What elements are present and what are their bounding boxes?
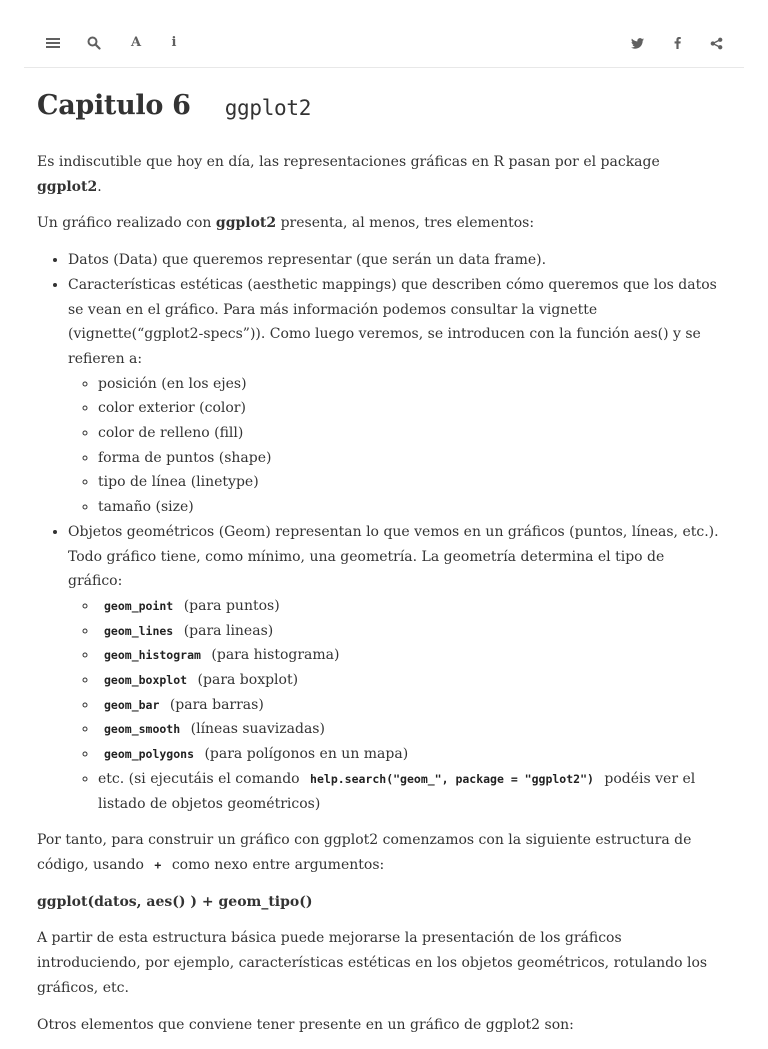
info-button[interactable]: [165, 34, 183, 52]
geoms-sublist: [68, 594, 721, 816]
list-item: [68, 520, 721, 816]
geom-code: geom_histogram: [104, 648, 201, 663]
elements-list: [37, 248, 721, 816]
sublist-item: [98, 742, 721, 767]
menu-icon: [46, 37, 60, 49]
page-title-code: ggplot2: [224, 96, 312, 120]
sublist-item: ◦ posición (en los ejes): [98, 372, 721, 397]
structure-pre: Por tanto, para construir un gráfico con ggplot2 comenzamos con la siguiente estructura de código, usando: [37, 832, 692, 873]
elements-paragraph: [37, 211, 721, 236]
geom-desc: (para puntos): [183, 597, 280, 614]
toolbar: [24, 20, 744, 68]
page-title-text: Capitulo 6: [37, 90, 191, 121]
sublist-item: ◦ color exterior (color): [98, 396, 721, 421]
plus-code: +: [154, 857, 162, 872]
geom-code: geom_bar: [104, 697, 160, 712]
font-settings-button[interactable]: [127, 34, 145, 52]
list-item: [68, 273, 721, 520]
search-icon: [87, 36, 101, 50]
sublist-item: ◦ tamaño (size): [98, 495, 721, 520]
list-item-text: Objetos geométricos (Geom) representan lo que vemos en un gráficos (puntos, líneas, etc.). Todo gráfico tiene, como mínimo, una geometría. La geometría determina el tipo de gráfico:: [68, 523, 719, 590]
sublist-item: ◦ color de relleno (fill): [98, 421, 721, 446]
sublist-item: [98, 619, 721, 644]
geom-code: geom_point: [104, 598, 174, 613]
intro-end: .: [97, 178, 102, 195]
twitter-button[interactable]: [628, 34, 646, 52]
page-content: [37, 80, 721, 1049]
intro-bold: ggplot2: [37, 178, 98, 195]
search-button[interactable]: [85, 34, 103, 52]
structure-paragraph: [37, 828, 721, 877]
elements-pre: Un gráfico realizado con: [37, 215, 216, 232]
twitter-icon: [631, 38, 644, 49]
sublist-item: [98, 717, 721, 742]
intro-text: Es indiscutible que hoy en día, las representaciones gráficas en R pasan por el package: [37, 154, 660, 170]
sublist-item: ◦ forma de puntos (shape): [98, 446, 721, 471]
geom-code: geom_lines: [104, 623, 174, 638]
facebook-button[interactable]: [668, 34, 686, 52]
sublist-item: [98, 668, 721, 693]
structure-post: como nexo entre argumentos:: [171, 856, 385, 873]
geom-desc: (para lineas): [183, 622, 274, 639]
geom-desc: (para boxplot): [197, 672, 299, 689]
facebook-icon: [674, 37, 681, 49]
sublist-item: [98, 594, 721, 619]
formula-line: ggplot(datos, aes() ) + geom_tipo(): [37, 893, 313, 910]
geom-desc: (para histograma): [211, 647, 340, 664]
info-icon: i: [171, 35, 177, 50]
help-search-code: help.search("geom_", package = "ggplot2"): [310, 771, 594, 786]
menu-button[interactable]: [44, 34, 62, 52]
sublist-item: ◦ tipo de línea (linetype): [98, 470, 721, 495]
geom-code: geom_boxplot: [104, 673, 188, 688]
geom-last-pre: etc. (si ejecutáis el comando: [98, 770, 300, 787]
page-title: [37, 80, 721, 140]
elements-post: presenta, al menos, tres elementos:: [276, 215, 535, 232]
geom-last-post: podéis ver el listado de objetos geométricos): [98, 770, 696, 812]
improve-paragraph: A partir de esta estructura básica puede mejorarse la presentación de los gráficos introduciendo, por ejemplo, características estéticas en los objetos geométricos, rotulando los gráficos, etc.: [37, 930, 708, 996]
share-button[interactable]: [707, 34, 725, 52]
geom-desc: (para polígonos en un mapa): [204, 746, 409, 763]
sublist-item: [98, 643, 721, 668]
list-item-text: Características estéticas (aesthetic mappings) que describen cómo queremos que los datos se vean en el gráfico. Para más información podemos consultar la vignette (vignette(“ggplot2-specs”)). Como luego veremos, se introducen con la función aes() y se refieren a:: [68, 276, 717, 367]
geom-code: geom_polygons: [104, 747, 195, 762]
list-item: • Datos (Data) que queremos representar (que serán un data frame).: [68, 248, 721, 273]
aesthetics-sublist: [68, 372, 721, 520]
font-icon: A: [130, 35, 142, 50]
intro-paragraph: [37, 150, 721, 199]
elements-bold: ggplot2: [215, 215, 277, 232]
geom-code: geom_smooth: [104, 722, 181, 737]
other-elements-paragraph: Otros elementos que conviene tener presente en un gráfico de ggplot2 son:: [37, 1016, 574, 1033]
sublist-item: [98, 767, 721, 816]
sublist-item: [98, 693, 721, 718]
geom-desc: (líneas suavizadas): [190, 721, 325, 738]
geom-desc: (para barras): [169, 696, 264, 713]
share-icon: [710, 37, 723, 50]
